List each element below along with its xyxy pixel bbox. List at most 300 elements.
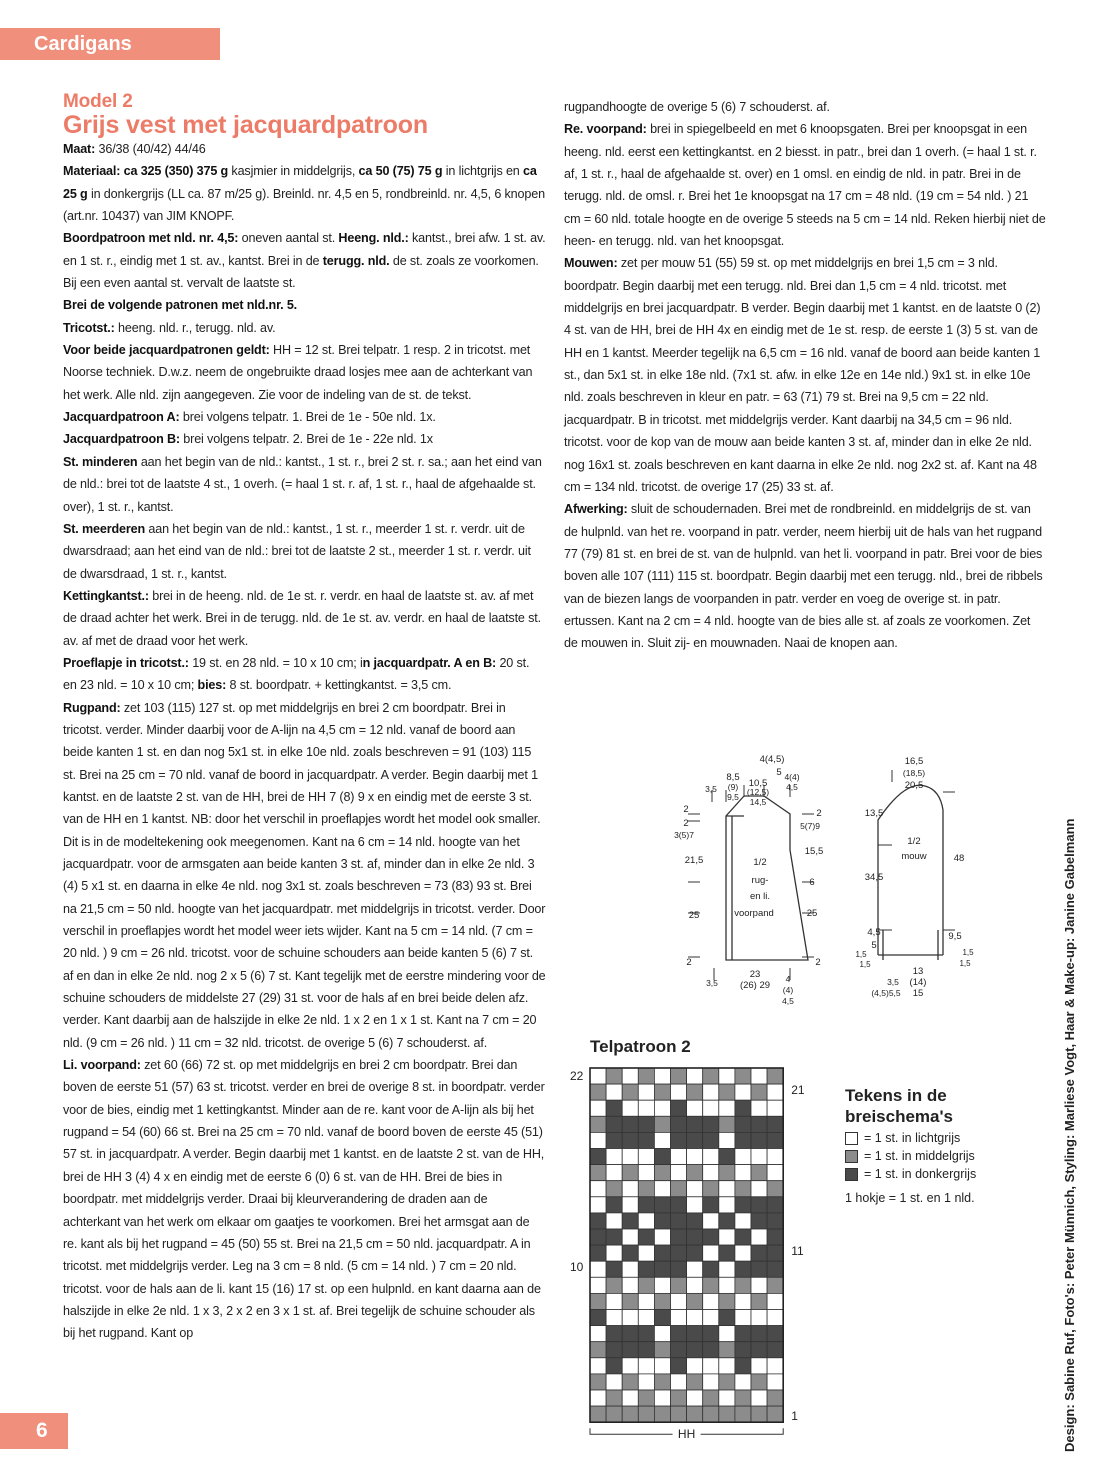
chart-cell <box>622 1197 638 1213</box>
svg-text:1,5: 1,5 <box>962 948 974 957</box>
body-top-dim-4: 10,5 <box>748 778 768 789</box>
chart-cell <box>671 1310 687 1326</box>
chart-cell <box>719 1149 735 1165</box>
chart-cell <box>638 1213 654 1229</box>
chart-cell <box>703 1229 719 1245</box>
chart-cell <box>590 1342 606 1358</box>
svg-text:1,5: 1,5 <box>859 960 871 969</box>
chart-cell <box>719 1261 735 1277</box>
chart-cell <box>751 1406 767 1422</box>
chart-cell <box>622 1229 638 1245</box>
chart-cell <box>590 1326 606 1342</box>
left-paragraph: Brei de volgende patronen met nld.nr. 5. <box>63 298 298 313</box>
chart-cell <box>751 1310 767 1326</box>
chart-cell <box>590 1390 606 1406</box>
chart-cell <box>751 1358 767 1374</box>
chart-cell <box>606 1197 622 1213</box>
chart-cell <box>735 1068 751 1084</box>
chart-cell <box>687 1342 703 1358</box>
svg-text:1/2: 1/2 <box>753 857 767 868</box>
chart-cell <box>638 1326 654 1342</box>
chart-cell <box>606 1165 622 1181</box>
chart-cell <box>687 1390 703 1406</box>
chart-cell <box>687 1165 703 1181</box>
svg-text:9,5: 9,5 <box>948 931 962 942</box>
chart-cell <box>687 1181 703 1197</box>
chart-cell <box>751 1084 767 1100</box>
chart-cell <box>606 1342 622 1358</box>
chart-cell <box>767 1390 783 1406</box>
svg-text:4,5: 4,5 <box>867 927 881 938</box>
chart-cell <box>638 1374 654 1390</box>
chart-cell <box>606 1390 622 1406</box>
left-paragraph: St. minderen aan het begin van de nld.: kantst., 1 st. r., brei 2 st. r. sa.; aan het eind van de nld.: brei tot de laatste 4 st., 1 overh. (= haal 1 st. r. af, 1 st. r., haal de afgehaalde st. over), 1 st. r., kantst. <box>63 454 542 514</box>
chart-cell <box>719 1374 735 1390</box>
column-right <box>564 96 1047 655</box>
row-label-22: 22 <box>570 1069 584 1083</box>
chart-cell <box>638 1100 654 1116</box>
chart-cell <box>638 1197 654 1213</box>
chart-cell <box>687 1277 703 1293</box>
left-paragraph: Proeflapje in tricotst.: 19 st. en 28 nld. = 10 x 10 cm; in jacquardpatr. A en B: 20 st. en 23 nld. = 10 x 10 cm; bies: 8 st. boordpatr. + kettingkantst. = 3,5 cm. <box>63 655 530 693</box>
chart-cell <box>638 1068 654 1084</box>
svg-text:5(7)9: 5(7)9 <box>800 821 820 831</box>
svg-text:3(5)7: 3(5)7 <box>674 830 694 840</box>
chart-cell <box>703 1100 719 1116</box>
chart-cell <box>654 1149 670 1165</box>
chart-cell <box>671 1229 687 1245</box>
chart-cell <box>622 1132 638 1148</box>
svg-text:21,5: 21,5 <box>684 855 704 866</box>
svg-text:2: 2 <box>815 957 821 968</box>
chart-cell <box>606 1100 622 1116</box>
chart-cell <box>751 1245 767 1261</box>
chart-cell <box>590 1245 606 1261</box>
chart-cell <box>767 1261 783 1277</box>
model-title: Grijs vest met jacquardpatroon <box>63 111 429 139</box>
chart-cell <box>735 1390 751 1406</box>
chart-cell <box>703 1358 719 1374</box>
chart-cell <box>719 1310 735 1326</box>
chart-cell <box>606 1277 622 1293</box>
chart-cell <box>671 1293 687 1309</box>
chart-cell <box>606 1261 622 1277</box>
chart-cell <box>751 1197 767 1213</box>
svg-text:2: 2 <box>816 808 822 819</box>
chart-cell <box>751 1213 767 1229</box>
svg-text:1,5: 1,5 <box>959 959 971 968</box>
svg-text:48: 48 <box>953 853 965 864</box>
chart-cell <box>590 1406 606 1422</box>
chart-cell <box>638 1342 654 1358</box>
chart-cell <box>638 1165 654 1181</box>
chart-cell <box>638 1132 654 1148</box>
chart-cell <box>751 1342 767 1358</box>
svg-text:25: 25 <box>688 910 700 921</box>
svg-text:20,5: 20,5 <box>904 780 924 791</box>
chart-cell <box>606 1068 622 1084</box>
chart-cell <box>622 1293 638 1309</box>
chart-cell <box>703 1245 719 1261</box>
chart-cell <box>767 1374 783 1390</box>
left-paragraph: Voor beide jacquardpatronen geldt: HH = 12 st. Brei telpatr. 1 resp. 2 in tricotst. met Noorse techniek. D.w.z. neem de ongebruikte draad losjes mee aan de achterkant van het werk. Alle nld. zijn aangegeven. Zie voor de indeling van de st. de tekst. <box>63 343 533 402</box>
chart-cell <box>687 1068 703 1084</box>
svg-text:3,5: 3,5 <box>887 977 899 987</box>
chart-cell <box>735 1374 751 1390</box>
chart-cell <box>654 1277 670 1293</box>
chart-cell <box>590 1213 606 1229</box>
chart-cell <box>719 1358 735 1374</box>
chart-cell <box>687 1116 703 1132</box>
chart-cell <box>654 1229 670 1245</box>
chart-cell <box>703 1261 719 1277</box>
svg-text:(14): (14) <box>909 977 927 988</box>
repeat-label: HH <box>677 1427 696 1440</box>
page-number: 6 <box>0 1413 68 1449</box>
chart-cell <box>654 1084 670 1100</box>
chart-cell <box>703 1326 719 1342</box>
chart-cell <box>590 1132 606 1148</box>
svg-text:(26) 29: (26) 29 <box>739 980 771 991</box>
chart-cell <box>622 1277 638 1293</box>
svg-text:16,5: 16,5 <box>904 756 924 767</box>
chart-cell <box>671 1068 687 1084</box>
chart-cell <box>606 1310 622 1326</box>
chart-cell <box>671 1084 687 1100</box>
chart-cell <box>622 1149 638 1165</box>
chart-cell <box>654 1358 670 1374</box>
svg-text:(4,5)5,5: (4,5)5,5 <box>871 988 901 998</box>
right-paragraph: rugpandhoogte de overige 5 (6) 7 schouderst. af. <box>564 100 830 114</box>
chart-cell <box>654 1261 670 1277</box>
chart-cell <box>735 1261 751 1277</box>
chart-cell <box>751 1132 767 1148</box>
chart-cell <box>622 1245 638 1261</box>
chart-cell <box>671 1326 687 1342</box>
right-paragraph: Mouwen: zet per mouw 51 (55) 59 st. op met middelgrijs en brei 1,5 cm = 3 nld. boordpatr. Begin daarbij met een terugg. nld. Brei dan 1,5 cm = 4 nld. tricotst. met middelgrijs en brei jacquardpatr. B verder. Begin daarbij met 1 kantst. en de laatste 0 (2) 4 st. van de HH, brei de HH 4x en eindig met de 1e st. resp. de eerste 1 (3) 5 st. van de HH en 1 kantst. Meerder tegelijk na 6,5 cm = 16 nld. vanaf de boord aan beide kanten 1 st., dan 5x1 st. in elke 18e nld. (7x1 st. afw. in elke 12e en 14e nld.) 9x1 st. in elke 10e nld. zoals beschreven in kleur en patr. = 63 (71) 79 st. Brei na 9,5 cm = 22 nld. jacquardpatr. B in tricotst. met middelgrijs verder. Kant daarbij na 34,5 cm = 96 nld. tricotst. voor de kop van de mouw aan beide kanten 3 st. af, minder dan in elke 2e nld. nog 16x1 st. zoals beschreven en kant daarna in elke 2e nld. nog 2x2 st. af. Kant na 48 cm = 134 nld. tricotst. de overige 17 (25) 33 st. af. <box>564 256 1041 494</box>
right-paragraph: Re. voorpand: brei in spiegelbeeld en met 6 knoopsgaten. Brei per knoopsgat in een heeng. nld. eerst een kettingkantst. en 2 biesst. in patr., brei dan 1 overh. (= haal 1 st. r. af, 1 st. r., haal de afgehaalde st. over) en 1 omsl. en eindig de nld. in patr. Brei in de terugg. nld. de omsl. r. Brei het 1e knoopsgat na 17 cm = 48 nld. (19 cm = 54 nld. ) 21 cm = 60 nld. totale hoogte en de overige 5 steeds na 5 cm = 14 nld. Reken hierbij niet de heen- en terugg. nld. van het knoopsgat. <box>564 122 1046 249</box>
chart-cell <box>703 1390 719 1406</box>
chart-cell <box>703 1165 719 1181</box>
left-paragraph: Li. voorpand: zet 60 (66) 72 st. op met middelgrijs en brei 2 cm boordpatr. Brei dan boven de eerste 51 (57) 63 st. tricotst. verder en brei de overige 8 st. in boordpatr. verder voor de bies, eindig met 1 kettingkantst. Minder aan de re. kant voor de A-lijn als bij het rugpand = 54 (60) 66 st. Brei na 25 cm = 70 nld. vanaf de boord boven de eerste 45 (51) 57 st. in jacquardpatr. A verder. Begin daarbij met 1 kantst. en de laatste 2 st. van de HH, brei de HH 3 (4) 4 x en eindig met de eerste 6 (0) 6 st. van de HH. Brei de bies in boordpatr. met middelgrijs verder. Draai bij kleurverandering de draden aan de achterkant van het werk om elkaar om gaatjes te voorkomen. Brei het armsgat aan de re. kant als bij het rugpand = 45 (50) 55 st. Brei na 21,5 cm = 50 nld. jacquardpatr. A in tricotst. met middelgrijs verder. Leg na 3 cm = 8 nld. (5 cm = 14 nld. ) 7 cm = 20 nld. tricotst. voor de hals aan de li. kant 15 (16) 17 st. op een hulpnld. en kant daarna aan de halszijde in elke 2e nld. 1 x 3, 2 x 2 en 3 x 1 st. af. Brei tegelijk de schuine schouder als bij het rugpand. Kant op <box>63 1058 545 1341</box>
chart-cell <box>606 1293 622 1309</box>
chart-cell <box>735 1084 751 1100</box>
chart-cell <box>751 1181 767 1197</box>
chart-cell <box>671 1132 687 1148</box>
chart-cell <box>703 1181 719 1197</box>
chart-cell <box>590 1358 606 1374</box>
chart-cell <box>638 1229 654 1245</box>
medium-swatch <box>845 1150 858 1163</box>
chart-cell <box>590 1229 606 1245</box>
chart-cell <box>767 1181 783 1197</box>
chart-cell <box>735 1293 751 1309</box>
chart-cell <box>606 1358 622 1374</box>
chart-cell <box>638 1277 654 1293</box>
chart-cell <box>767 1213 783 1229</box>
left-paragraph: Maat: 36/38 (40/42) 44/46 <box>63 142 206 156</box>
chart-cell <box>751 1293 767 1309</box>
chart-cell <box>703 1149 719 1165</box>
row-label-1: 1 <box>791 1409 798 1424</box>
legend-dark: = 1 st. in donkergrijs <box>845 1166 976 1182</box>
chart-cell <box>687 1261 703 1277</box>
chart-cell <box>654 1197 670 1213</box>
chart-cell <box>719 1245 735 1261</box>
chart-cell <box>606 1245 622 1261</box>
chart-cell <box>703 1310 719 1326</box>
chart-cell <box>751 1374 767 1390</box>
chart-cell <box>590 1100 606 1116</box>
chart-cell <box>622 1116 638 1132</box>
chart-cell <box>751 1229 767 1245</box>
chart-cell <box>654 1374 670 1390</box>
chart-cell <box>687 1293 703 1309</box>
chart-cell <box>671 1100 687 1116</box>
chart-cell <box>687 1310 703 1326</box>
chart-cell <box>735 1181 751 1197</box>
chart-cell <box>671 1213 687 1229</box>
svg-text:en li.: en li. <box>749 891 771 902</box>
chart-cell <box>671 1245 687 1261</box>
chart-cell <box>654 1310 670 1326</box>
chart-cell <box>767 1406 783 1422</box>
chart-cell <box>654 1132 670 1148</box>
chart-cell <box>703 1342 719 1358</box>
chart-cell <box>590 1277 606 1293</box>
chart-cell <box>703 1068 719 1084</box>
chart-cell <box>654 1181 670 1197</box>
chart-cell <box>622 1406 638 1422</box>
chart-cell <box>654 1326 670 1342</box>
chart-cell <box>638 1245 654 1261</box>
chart-cell <box>719 1406 735 1422</box>
chart-cell <box>751 1116 767 1132</box>
chart-cell <box>606 1374 622 1390</box>
chart-cell <box>687 1149 703 1165</box>
svg-text:4,5: 4,5 <box>782 996 794 1006</box>
chart-cell <box>767 1245 783 1261</box>
chart-cell <box>671 1374 687 1390</box>
chart-cell <box>719 1277 735 1293</box>
chart-cell <box>687 1213 703 1229</box>
chart-cell <box>719 1084 735 1100</box>
chart-cell <box>671 1197 687 1213</box>
chart-cell <box>671 1358 687 1374</box>
chart-cell <box>622 1181 638 1197</box>
svg-text:23: 23 <box>749 969 761 980</box>
chart-cell <box>654 1116 670 1132</box>
chart-cell <box>767 1132 783 1148</box>
column-left <box>63 92 546 1345</box>
chart-cell <box>654 1100 670 1116</box>
svg-text:13: 13 <box>912 966 924 977</box>
chart-cell <box>719 1390 735 1406</box>
chart-cell <box>719 1165 735 1181</box>
section-tab: Cardigans <box>0 28 220 60</box>
svg-text:5: 5 <box>871 940 877 951</box>
chart-cell <box>703 1374 719 1390</box>
chart-cell <box>671 1181 687 1197</box>
chart-cell <box>638 1261 654 1277</box>
chart-cell <box>719 1293 735 1309</box>
dark-swatch <box>845 1168 858 1181</box>
chart-cell <box>719 1197 735 1213</box>
chart-cell <box>638 1149 654 1165</box>
chart-cell <box>719 1116 735 1132</box>
chart-cell <box>638 1406 654 1422</box>
svg-text:15,5: 15,5 <box>804 846 824 857</box>
chart-cell <box>751 1100 767 1116</box>
svg-text:3,5: 3,5 <box>705 784 717 794</box>
chart-cell <box>767 1342 783 1358</box>
column-left-text <box>63 138 546 1345</box>
chart-cell <box>767 1068 783 1084</box>
chart-cell <box>735 1358 751 1374</box>
svg-text:1/2: 1/2 <box>907 836 921 847</box>
chart-cell <box>767 1084 783 1100</box>
chart-cell <box>767 1197 783 1213</box>
svg-text:1,5: 1,5 <box>855 950 867 959</box>
svg-text:(18,5): (18,5) <box>902 768 926 778</box>
row-label-21: 21 <box>791 1083 805 1098</box>
chart-cell <box>687 1197 703 1213</box>
chart-cell <box>719 1181 735 1197</box>
row-label-11: 11 <box>791 1244 804 1259</box>
svg-text:2: 2 <box>683 804 689 815</box>
chart-cell <box>606 1149 622 1165</box>
chart-cell <box>590 1084 606 1100</box>
chart-cell <box>687 1132 703 1148</box>
chart-cell <box>606 1213 622 1229</box>
chart-cell <box>590 1165 606 1181</box>
svg-text:rug-: rug- <box>751 875 769 886</box>
chart-cell <box>751 1068 767 1084</box>
model-label: Model 2 <box>63 91 133 112</box>
svg-text:(4): (4) <box>782 985 794 995</box>
chart-cell <box>703 1406 719 1422</box>
chart-cell <box>735 1406 751 1422</box>
chart-cell <box>622 1326 638 1342</box>
legend-title: Tekens in de breischema's <box>845 1086 953 1126</box>
chart-cell <box>671 1277 687 1293</box>
chart-cell <box>590 1197 606 1213</box>
svg-text:4(4): 4(4) <box>784 772 800 782</box>
light-swatch <box>845 1132 858 1145</box>
chart-cell <box>703 1293 719 1309</box>
chart-cell <box>590 1116 606 1132</box>
svg-text:2: 2 <box>686 957 692 968</box>
svg-text:(9): (9) <box>727 782 739 792</box>
left-paragraph: Jacquardpatroon A: brei volgens telpatr. 1. Brei de 1e - 50e nld. 1x. <box>63 410 436 425</box>
chart-cell <box>622 1390 638 1406</box>
chart-cell <box>751 1277 767 1293</box>
chart-cell <box>622 1068 638 1084</box>
chart-cell <box>735 1277 751 1293</box>
chart-cell <box>719 1213 735 1229</box>
chart-cell <box>767 1149 783 1165</box>
body-top-dim-2: 5 <box>776 767 782 778</box>
chart-cell <box>703 1116 719 1132</box>
left-paragraph: Boordpatroon met nld. nr. 4,5: oneven aantal st. Heeng. nld.: kantst., brei afw. 1 st. av. en 1 st. r., eindig met 1 st. av., kantst. Brei in de terugg. nld. de st. zoals ze voorkomen. Bij een even aantal st. vervalt de laatste st. <box>63 231 546 291</box>
chart-cell <box>767 1165 783 1181</box>
chart-cell <box>606 1326 622 1342</box>
legend-note: 1 hokje = 1 st. en 1 nld. <box>845 1191 975 1205</box>
chart-cell <box>767 1293 783 1309</box>
chart-cell <box>767 1100 783 1116</box>
left-paragraph: Materiaal: ca 325 (350) 375 g kasjmier in middelgrijs, ca 50 (75) 75 g in lichtgrijs en ca 25 g in donkergrijs (LL ca. 87 m/25 g). Breinld. nr. 4,5 en 5, rondbreinld. nr. 4,5, 6 knopen (art.nr. 10437) van JIM KNOPF. <box>63 164 545 224</box>
chart-cell <box>735 1342 751 1358</box>
chart-cell <box>622 1084 638 1100</box>
chart-cell <box>719 1068 735 1084</box>
chart-cell <box>654 1342 670 1358</box>
chart-cell <box>687 1245 703 1261</box>
chart-cell <box>638 1310 654 1326</box>
chart-cell <box>622 1374 638 1390</box>
chart-cell <box>751 1261 767 1277</box>
chart-cell <box>703 1213 719 1229</box>
chart-cell <box>654 1068 670 1084</box>
chart-cell <box>687 1100 703 1116</box>
chart-cell <box>638 1390 654 1406</box>
body-top-dim-1: 4(4,5) <box>759 754 785 765</box>
chart-cell <box>622 1100 638 1116</box>
chart-cell <box>606 1116 622 1132</box>
chart-cell <box>638 1116 654 1132</box>
svg-text:(12,5): (12,5) <box>746 787 770 797</box>
chart-cell <box>687 1326 703 1342</box>
chart-cell <box>687 1084 703 1100</box>
chart-cell <box>751 1165 767 1181</box>
garment-schematic <box>660 750 990 1010</box>
chart-cell <box>767 1277 783 1293</box>
svg-text:2: 2 <box>683 818 689 829</box>
chart-cell <box>751 1390 767 1406</box>
chart-cell <box>687 1406 703 1422</box>
chart-cell <box>622 1165 638 1181</box>
chart-cell <box>735 1132 751 1148</box>
chart-cell <box>622 1213 638 1229</box>
chart-cell <box>751 1326 767 1342</box>
svg-text:4: 4 <box>785 974 791 984</box>
chart-cell <box>719 1326 735 1342</box>
chart-cell <box>638 1358 654 1374</box>
chart-cell <box>638 1293 654 1309</box>
chart-cell <box>654 1165 670 1181</box>
chart-cell <box>735 1165 751 1181</box>
photo-credits: Design: Sabine Ruf, Foto's: Peter Münnich, Styling: Marliese Vogt, Haar & Make-up: Janine Gabelmann <box>1062 818 1077 1452</box>
chart-cell <box>767 1358 783 1374</box>
left-paragraph: Jacquardpatroon B: brei volgens telpatr. 2. Brei de 1e - 22e nld. 1x <box>63 432 433 447</box>
chart-cell <box>735 1213 751 1229</box>
svg-text:14,5: 14,5 <box>749 797 767 807</box>
chart-cell <box>671 1342 687 1358</box>
chart-cell <box>654 1245 670 1261</box>
chart-cell <box>622 1358 638 1374</box>
chart-cell <box>590 1068 606 1084</box>
chart-cell <box>719 1229 735 1245</box>
chart-cell <box>767 1229 783 1245</box>
svg-text:25: 25 <box>806 908 818 919</box>
legend-light: = 1 st. in lichtgrijs <box>845 1130 960 1146</box>
left-paragraph: St. meerderen aan het begin van de nld.: kantst., 1 st. r., meerder 1 st. r. verdr. uit de dwarsdraad; aan het eind van de nld.: brei tot de laatste 2 st., meerder 1 st. r. verdr. uit de dwarsdraad, 1 st. r., kantst. <box>63 521 531 581</box>
chart-cell <box>703 1197 719 1213</box>
chart-cell <box>671 1116 687 1132</box>
chart-cell <box>671 1165 687 1181</box>
chart-cell <box>590 1293 606 1309</box>
chart-cell <box>590 1149 606 1165</box>
chart-cell <box>719 1100 735 1116</box>
